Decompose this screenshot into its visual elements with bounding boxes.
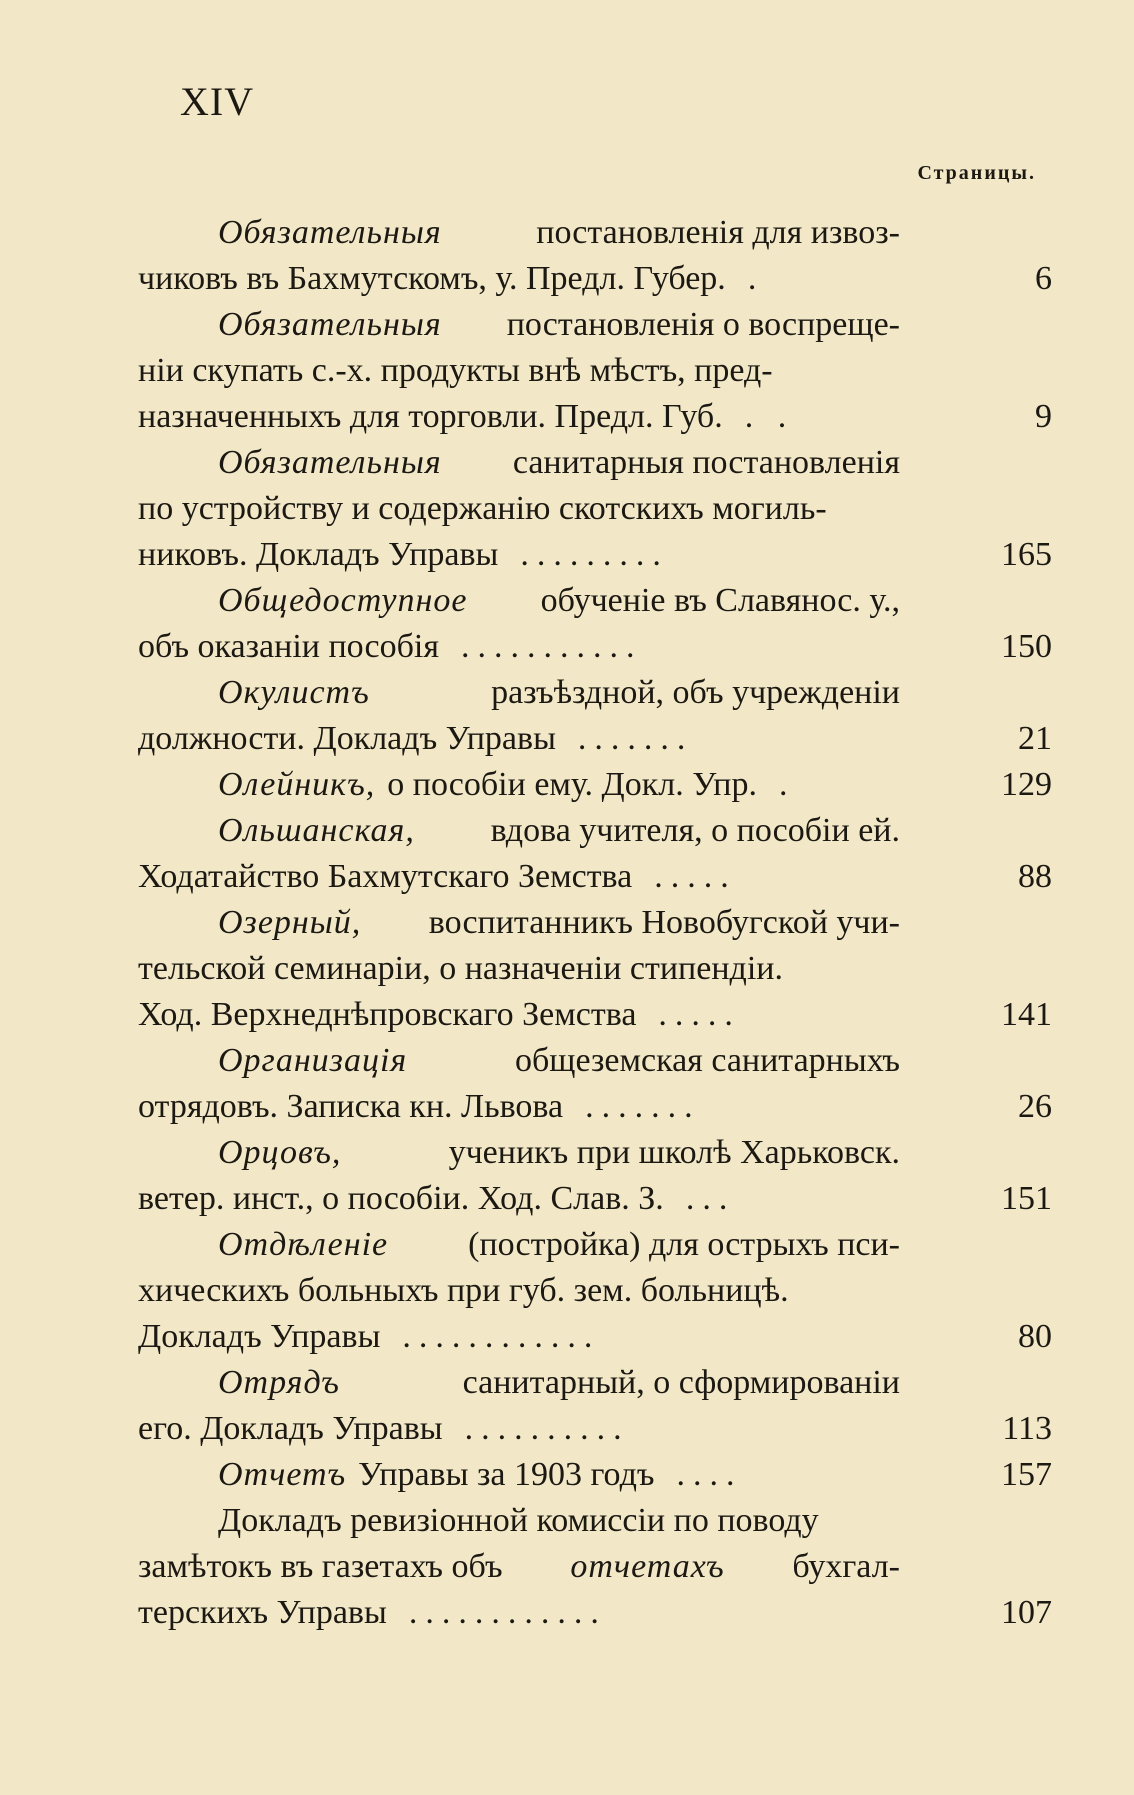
leader-dots: ........... [461, 628, 643, 665]
entry-line-text [138, 486, 900, 532]
entry-line [138, 1176, 1052, 1222]
index-entries [138, 210, 1052, 1636]
entry-line-text [138, 1176, 900, 1222]
entry-text-tail: бухгал- [792, 1548, 900, 1585]
entry-text: постановленія для извоз- [536, 214, 900, 251]
leader-dots: .......... [464, 1410, 630, 1447]
entry-line [138, 670, 1052, 716]
leader-dots: ............ [402, 1318, 601, 1355]
index-entry [138, 1452, 1052, 1498]
entry-text: чиковъ въ Бахмутскомъ, у. Предл. Губер. [138, 260, 726, 297]
page-reference: 26 [1018, 1088, 1052, 1125]
entry-line [138, 946, 1052, 992]
index-entry [138, 210, 1052, 302]
entry-line-text [138, 1360, 900, 1406]
index-entry [138, 900, 1052, 1038]
entry-heading: Отчетъ [218, 1456, 347, 1493]
entry-line [138, 578, 1052, 624]
leader-dots: ... [685, 1180, 736, 1217]
leader-dots: .... [676, 1456, 743, 1493]
entry-line-text [138, 1406, 900, 1452]
entry-text: санитарный, о сформированіи [462, 1364, 900, 1401]
page-reference: 165 [1001, 536, 1052, 573]
entry-line [138, 1222, 1052, 1268]
entry-line-text [138, 1268, 900, 1314]
entry-text: должности. Докладъ Управы [138, 720, 556, 757]
entry-line [138, 532, 1052, 578]
entry-line-text [138, 440, 900, 486]
entry-text: о пособіи ему. Докл. Упр. [387, 766, 757, 803]
entry-line-text [138, 992, 900, 1038]
entry-line [138, 1498, 1052, 1544]
entry-text: тельской семинаріи, о назначеніи стипендіи. [138, 950, 783, 987]
entry-line-text [138, 210, 900, 256]
entry-line [138, 394, 1052, 440]
entry-text: отрядовъ. Записка кн. Львова [138, 1088, 564, 1125]
entry-text: вдова учителя, о пособіи ей. [490, 812, 900, 849]
page-reference: 141 [1001, 996, 1052, 1033]
entry-line-text [138, 670, 900, 716]
entry-text: Ход. Верхнеднѣпровскаго Земства [138, 996, 637, 1033]
entry-heading: Обязательныя [218, 214, 442, 251]
index-entry [138, 670, 1052, 762]
leader-dots: . . [744, 398, 795, 435]
page-reference: 151 [1001, 1180, 1052, 1217]
index-entry [138, 1038, 1052, 1130]
entry-line-text [138, 854, 900, 900]
entry-line [138, 1084, 1052, 1130]
entry-text: постановленія о воспреще- [506, 306, 900, 343]
entry-heading: Организація [218, 1042, 408, 1079]
entry-line-text [138, 532, 900, 578]
entry-line [138, 1406, 1052, 1452]
entry-heading: Ольшанская, [218, 812, 415, 849]
entry-text: назначенныхъ для торговли. Предл. Губ. [138, 398, 723, 435]
entry-line [138, 440, 1052, 486]
entry-line [138, 1038, 1052, 1084]
entry-line [138, 1268, 1052, 1314]
entry-line-text [138, 256, 900, 302]
entry-line-text [138, 1084, 900, 1130]
entry-line-text [138, 1314, 900, 1360]
entry-line-text [138, 716, 900, 762]
entry-line [138, 1314, 1052, 1360]
entry-text: терскихъ Управы [138, 1594, 387, 1631]
entry-heading: Отдѣленіе [218, 1226, 389, 1263]
entry-text: Управы за 1903 годъ [358, 1456, 655, 1493]
page-reference: 129 [1001, 766, 1052, 803]
entry-heading: Общедоступное [218, 582, 468, 619]
entry-text: ніи скупать с.-х. продукты внѣ мѣстъ, пред- [138, 352, 773, 389]
entry-heading: Обязательныя [218, 306, 442, 343]
leader-dots: ....... [577, 720, 694, 757]
entry-line-text [138, 808, 900, 854]
entry-heading: Отрядъ [218, 1364, 340, 1401]
entry-line [138, 348, 1052, 394]
entry-text: ученикъ при школѣ Харьковск. [448, 1134, 900, 1171]
entry-line-text [138, 394, 900, 440]
page-reference: 113 [1002, 1410, 1052, 1447]
entry-line-text [138, 900, 900, 946]
entry-line [138, 854, 1052, 900]
page-number: XIV [180, 79, 255, 124]
entry-line [138, 900, 1052, 946]
entry-line [138, 1360, 1052, 1406]
leader-dots: ....... [585, 1088, 701, 1125]
entry-line-text [138, 302, 900, 348]
leader-dots: ..... [658, 996, 741, 1033]
entry-line-text [138, 946, 900, 992]
index-entry [138, 1222, 1052, 1360]
index-entry [138, 808, 1052, 900]
entry-line [138, 1544, 1052, 1590]
pages-column-header: Страницы. [917, 162, 1036, 184]
entry-text: по устройству и содержанію скотскихъ могиль- [138, 490, 827, 527]
entry-heading: Орцовъ, [218, 1134, 342, 1171]
page-reference: 107 [1001, 1594, 1052, 1631]
entry-heading: Озерный, [218, 904, 362, 941]
entry-italic-word: отчетахъ [570, 1548, 725, 1585]
index-entry [138, 1130, 1052, 1222]
entry-text: замѣтокъ въ газетахъ объ [138, 1548, 503, 1585]
entry-line-text [138, 578, 900, 624]
entry-text: объ оказаніи пособія [138, 628, 440, 665]
page-reference: 21 [1018, 720, 1052, 757]
entry-text: хическихъ больныхъ при губ. зем. больницѣ. [138, 1272, 789, 1309]
entry-text: разъѣздной, объ учрежденіи [491, 674, 900, 711]
entry-line [138, 210, 1052, 256]
leader-dots: ..... [654, 858, 737, 895]
entry-line-text [138, 1222, 900, 1268]
entry-line-text [138, 1452, 900, 1498]
index-entry [138, 440, 1052, 578]
leader-dots: ............ [408, 1594, 607, 1631]
entry-line [138, 808, 1052, 854]
entry-text: Ходатайство Бахмутскаго Земства [138, 858, 633, 895]
entry-line [138, 1590, 1052, 1636]
entry-line-text [138, 624, 900, 670]
entry-text: его. Докладъ Управы [138, 1410, 443, 1447]
entry-line [138, 762, 1052, 808]
entry-line-text [138, 1590, 900, 1636]
entry-text: (постройка) для острыхъ пси- [468, 1226, 900, 1263]
entry-text: обученіе въ Славянос. у., [540, 582, 900, 619]
entry-line [138, 1452, 1052, 1498]
page-reference: 157 [1001, 1456, 1052, 1493]
entry-line [138, 1130, 1052, 1176]
entry-text: ветер. инст., о пособіи. Ход. Слав. З. [138, 1180, 664, 1217]
entry-line [138, 624, 1052, 670]
index-entry [138, 762, 1052, 808]
leader-dots: . [778, 766, 796, 803]
entry-heading: Обязательныя [218, 444, 442, 481]
index-entry [138, 1498, 1052, 1636]
entry-line [138, 256, 1052, 302]
entry-line-text [138, 1544, 900, 1590]
entry-text: общеземская санитарныхъ [514, 1042, 900, 1079]
entry-line-text [138, 762, 900, 808]
leader-dots: ......... [520, 536, 669, 573]
page-reference: 150 [1001, 628, 1052, 665]
page-reference: 80 [1018, 1318, 1052, 1355]
entry-text: Докладъ Управы [138, 1318, 381, 1355]
entry-line [138, 716, 1052, 762]
entry-line-text [138, 1498, 900, 1544]
entry-line [138, 302, 1052, 348]
index-entry [138, 302, 1052, 440]
entry-heading: Окулистъ [218, 674, 370, 711]
page-reference: 6 [1035, 260, 1052, 297]
entry-text: Докладъ ревизіонной комиссіи по поводу [218, 1502, 819, 1539]
entry-text: воспитанникъ Новобугской учи- [428, 904, 900, 941]
index-entry [138, 1360, 1052, 1452]
leader-dots: . [747, 260, 765, 297]
page-reference: 88 [1018, 858, 1052, 895]
entry-text: никовъ. Докладъ Управы [138, 536, 499, 573]
entry-line-text [138, 348, 900, 394]
entry-line-text [138, 1038, 900, 1084]
entry-line [138, 992, 1052, 1038]
index-entry [138, 578, 1052, 670]
entry-text: санитарныя постановленія [512, 444, 900, 481]
entry-heading: Олейникъ, [218, 766, 376, 803]
entry-line-text [138, 1130, 900, 1176]
page-reference: 9 [1035, 398, 1052, 435]
entry-line [138, 486, 1052, 532]
